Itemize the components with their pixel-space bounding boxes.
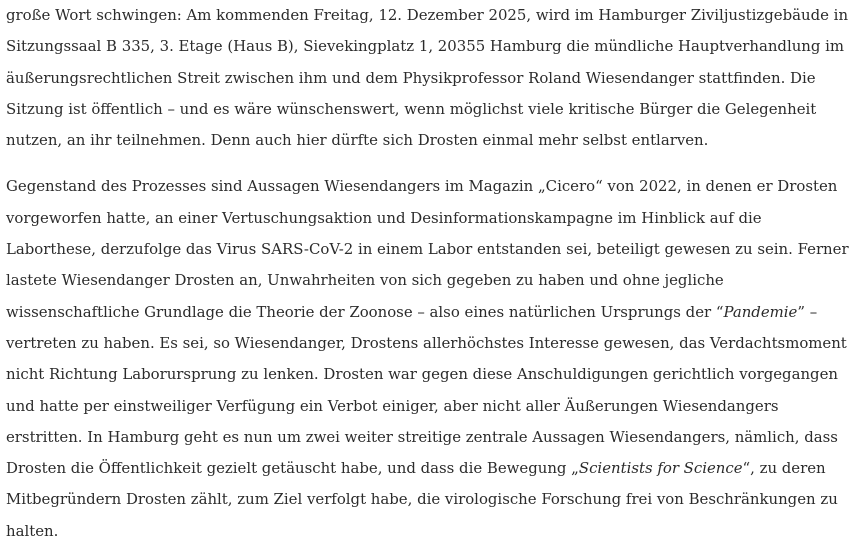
text-line bbox=[6, 265, 806, 296]
article-body bbox=[6, 0, 849, 547]
text-line bbox=[6, 422, 838, 453]
italic-text: Pandemie bbox=[723, 302, 798, 321]
text-line bbox=[6, 391, 806, 422]
text-line bbox=[6, 297, 818, 328]
text-run: Mitbegründern Drosten zählt, zum Ziel verfolgt habe, die virologische Forschung frei von Beschränkungen zu bbox=[6, 490, 838, 509]
text-run: Sitzung ist öffentlich – und es wäre wünschenswert, wenn möglichst viele kritische Bürger die Gelegenheit bbox=[6, 99, 817, 118]
text-line bbox=[6, 484, 838, 515]
text-run: äußerungsrechtlichen Streit zwischen ihm und dem Physikprofessor Roland Wiesendanger stattfinden. Die bbox=[6, 68, 816, 87]
text-run: vorgeworfen hatte, an einer Vertuschungsaktion und Desinformationskampagne im Hinblick auf die bbox=[6, 208, 762, 227]
text-line bbox=[6, 171, 838, 202]
text-line bbox=[6, 359, 838, 390]
paragraph bbox=[6, 0, 849, 156]
text-run: halten. bbox=[6, 521, 59, 540]
text-run: lastete Wiesendanger Drosten an, Unwahrheiten von sich gegeben zu haben und ohne jegliche bbox=[6, 271, 724, 290]
text-line bbox=[6, 203, 806, 234]
text-line bbox=[6, 453, 826, 484]
text-run: erstritten. In Hamburg geht es nun um zwei weiter streitige zentrale Aussagen Wiesendangers, nämlich, dass bbox=[6, 427, 838, 446]
text-line bbox=[6, 94, 817, 125]
text-run: “, zu deren bbox=[742, 459, 826, 478]
text-run: Drosten die Öffentlichkeit gezielt getäuscht habe, und dass die Bewegung „ bbox=[6, 459, 579, 478]
text-run: nutzen, an ihr teilnehmen. Denn auch hier dürfte sich Drosten einmal mehr selbst entlarven. bbox=[6, 131, 709, 150]
text-line bbox=[6, 0, 849, 31]
text-line bbox=[6, 328, 847, 359]
text-run: nicht Richtung Laborursprung zu lenken. Drosten war gegen diese Anschuldigungen gerichtlich vorgegangen bbox=[6, 365, 838, 384]
text-line bbox=[6, 516, 806, 547]
text-run: Sitzungssaal B 335, 3. Etage (Haus B), Sievekingplatz 1, 20355 Hamburg die mündliche Hauptverhandlung im bbox=[6, 37, 845, 56]
text-run: und hatte per einstweiliger Verfügung ein Verbot einiger, aber nicht aller Äußerungen Wiesendangers bbox=[6, 396, 779, 415]
text-line bbox=[6, 31, 845, 62]
text-run: große Wort schwingen: Am kommenden Freitag, 12. Dezember 2025, wird im Hamburger Ziviljustizgebäude in bbox=[6, 6, 849, 24]
text-line bbox=[6, 234, 849, 265]
text-run: vertreten zu haben. Es sei, so Wiesendanger, Drostens allerhöchstes Interesse gewesen, das Verdachtsmoment bbox=[6, 333, 847, 352]
text-run: Laborthese, derzufolge das Virus SARS-CoV-2 in einem Labor entstanden sei, beteiligt gewesen zu sein. Ferner bbox=[6, 240, 849, 259]
text-line bbox=[6, 125, 806, 156]
text-run: wissenschaftliche Grundlage die Theorie der Zoonose – also eines natürlichen Ursprungs der “ bbox=[6, 302, 724, 321]
italic-text: Scientists for Science bbox=[578, 459, 743, 478]
text-run: ” – bbox=[797, 302, 818, 321]
text-run: Gegenstand des Prozesses sind Aussagen Wiesendangers im Magazin „Cicero“ von 2022, in denen er Drosten bbox=[6, 177, 838, 196]
text-line bbox=[6, 63, 816, 94]
paragraph bbox=[6, 171, 849, 547]
